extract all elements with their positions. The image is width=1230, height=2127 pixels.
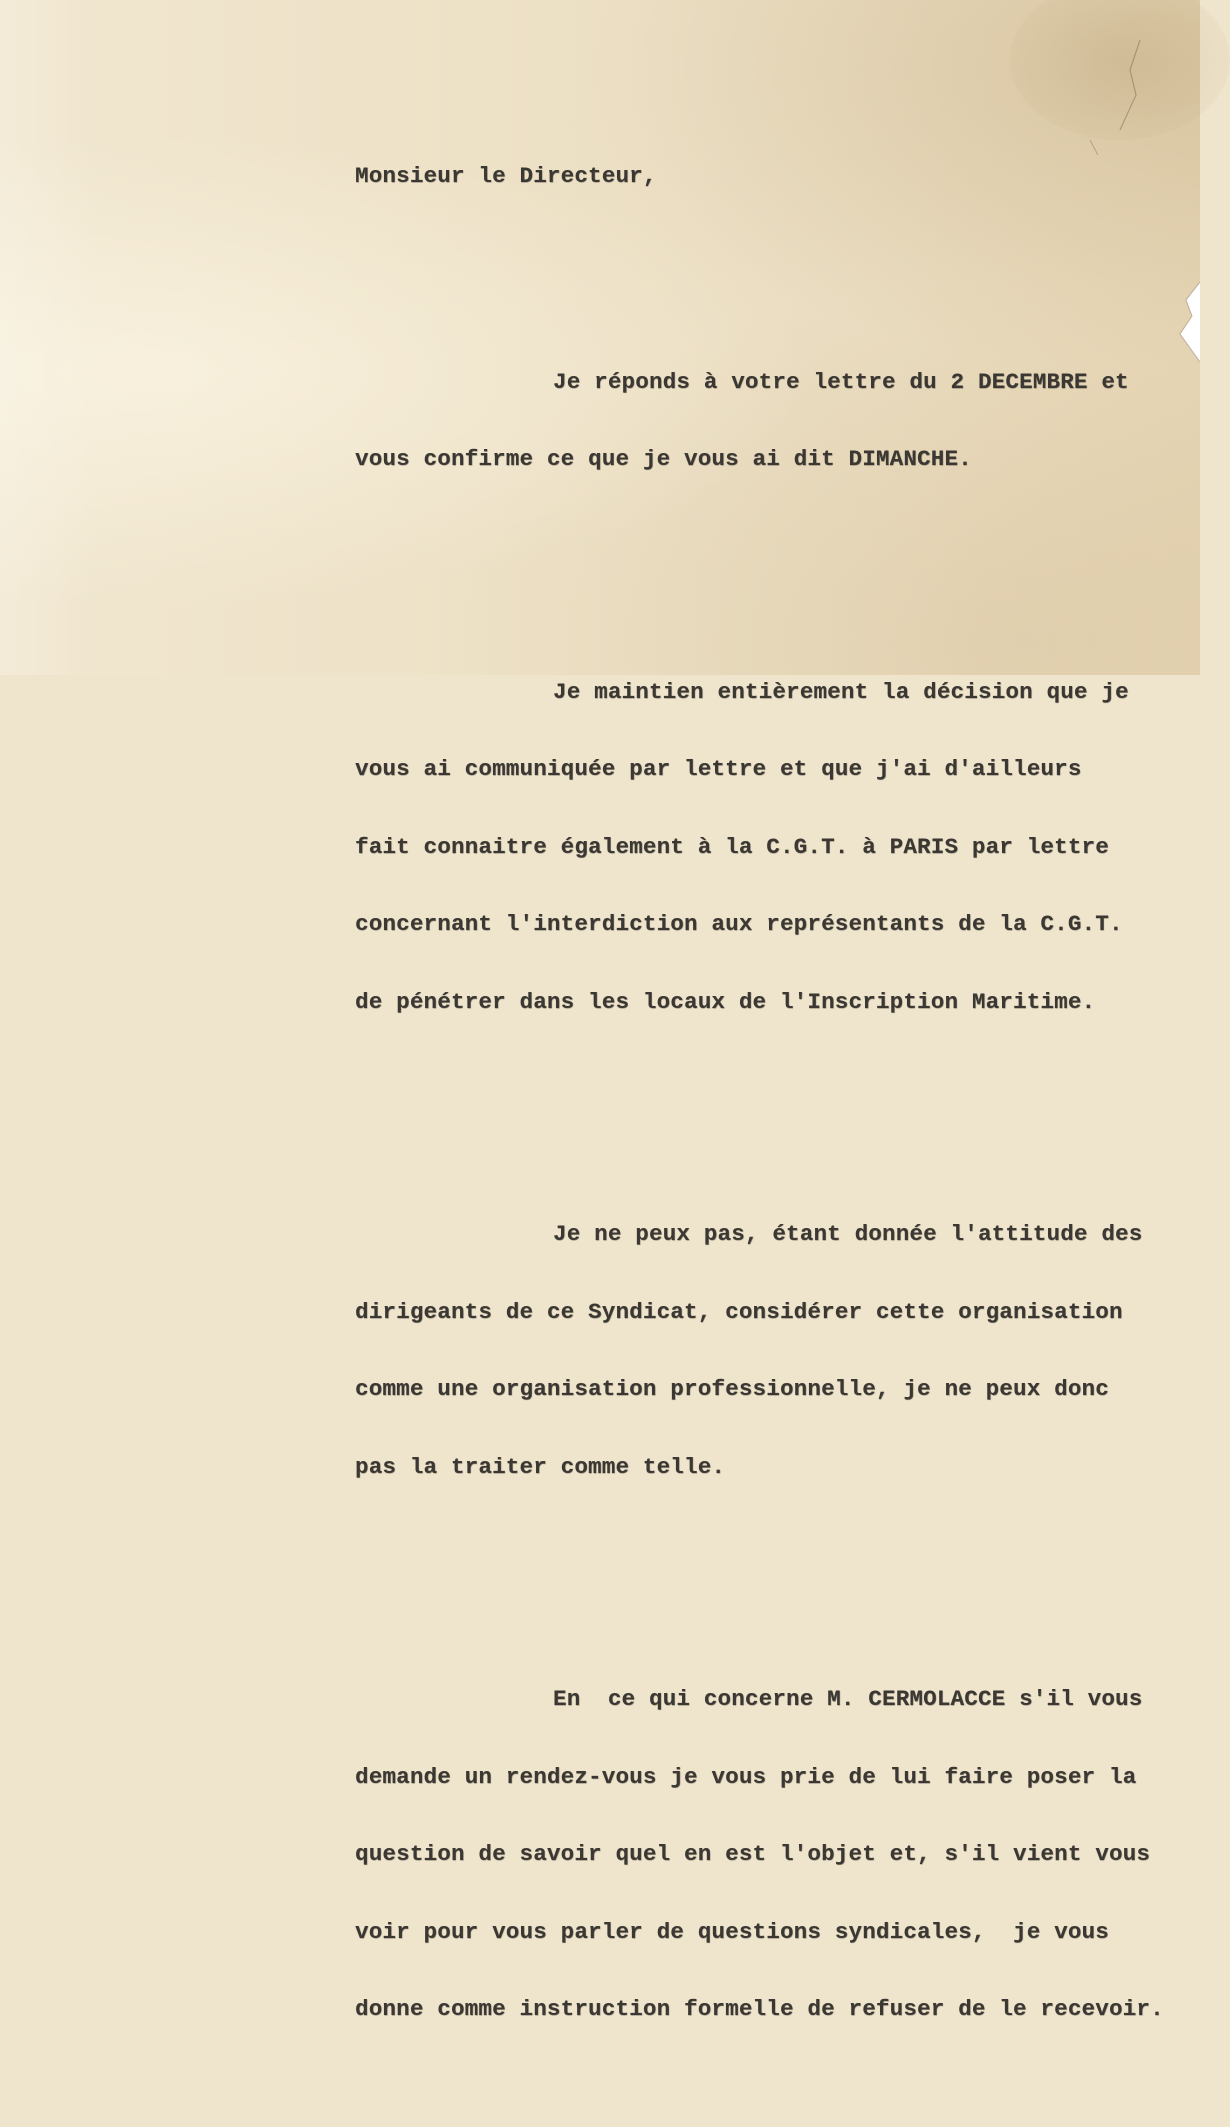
paragraph-line: vous ai communiquée par lettre et que j'ai d'ailleurs bbox=[355, 756, 1082, 782]
paragraph-line: Je réponds à votre lettre du 2 DECEMBRE et bbox=[553, 368, 1129, 395]
paragraph-line: concernant l'interdiction aux représentants de la C.G.T. bbox=[355, 911, 1123, 937]
paragraph-line: de pénétrer dans les locaux de l'Inscription Maritime. bbox=[355, 988, 1096, 1015]
letter-body bbox=[355, 112, 1215, 2127]
paragraph-line: vous confirme ce que je vous ai dit DIMANCHE. bbox=[355, 446, 972, 472]
paragraph-line: donne comme instruction formelle de refuser de le recevoir. bbox=[355, 1996, 1164, 2022]
paragraph-line: fait connaitre également à la C.G.T. à PARIS par lettre bbox=[355, 833, 1109, 860]
paragraph-4 bbox=[355, 1635, 1215, 2075]
paragraph-3 bbox=[355, 1170, 1215, 1532]
salutation: Monsieur le Directeur, bbox=[355, 163, 657, 189]
paragraph-line: voir pour vous parler de questions syndicales, je vous bbox=[355, 1918, 1109, 1945]
paragraph-line: question de savoir quel en est l'objet et, s'il vient vous bbox=[355, 1841, 1151, 1867]
paragraph-line: En ce qui concerne M. CERMOLACCE s'il vous bbox=[553, 1686, 1143, 1712]
paper-fold-highlight bbox=[0, 0, 100, 675]
paragraph-line: comme une organisation professionnelle, je ne peux donc bbox=[355, 1376, 1109, 1402]
paragraph-line: Je maintien entièrement la décision que je bbox=[553, 678, 1129, 705]
paragraph-line: dirigeants de ce Syndicat, considérer cette organisation bbox=[355, 1298, 1123, 1325]
paragraph-2 bbox=[355, 628, 1215, 1068]
paragraph-1 bbox=[355, 318, 1215, 525]
paragraph-line: pas la traiter comme telle. bbox=[355, 1453, 726, 1480]
paragraph-line: Je ne peux pas, étant donnée l'attitude des bbox=[553, 1221, 1143, 1247]
paragraph-line: demande un rendez-vous je vous prie de lui faire poser la bbox=[355, 1763, 1137, 1790]
